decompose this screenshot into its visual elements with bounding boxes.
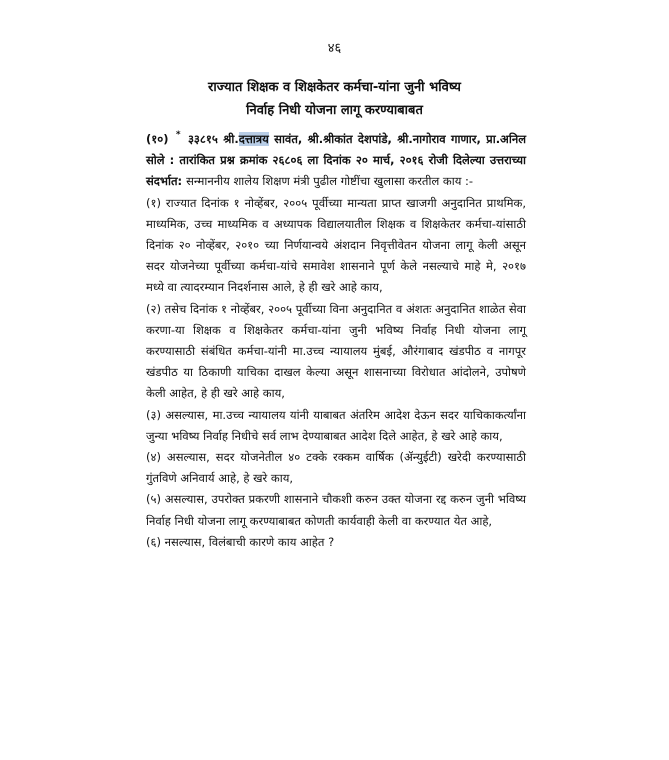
- question-number: (१०): [146, 132, 169, 146]
- question-id: ३३८१५: [187, 132, 218, 146]
- members-list: सावंत, श्री.श्रीकांत देशपांडे, श्री.नागोराव गाणार, प्रा.अनिल सोले : तारांकित प्रश्न क्रमांक २६८०६ ला दिनांक २० मार्च, २०१६ रोजी दिलेल्या उत्तराच्या संदर्भात:: [146, 132, 527, 189]
- question-item-4: (४) असल्यास, सदर योजनेतील ४० टक्के रक्कम वार्षिक (ॲन्युईटी) खरेदी करण्यासाठी गुंतविणे अनिवार्य आहे, हे खरे काय,: [146, 450, 526, 486]
- question-item-6: (६) नसल्यास, विलंबाची कारणे काय आहेत ?: [146, 534, 335, 549]
- question-lead: सन्माननीय शालेय शिक्षण मंत्री पुढील गोष्टींचा खुलासा करतील काय :-: [186, 174, 474, 189]
- question-item-1: (१) राज्यात दिनांक १ नोव्हेंबर, २००५ पूर्वीच्या मान्यता प्राप्त खाजगी अनुदानित प्राथमिक, माध्यमिक, उच्च माध्यमिक व अध्यापक विद्यालयातील शिक्षक व शिक्षकेतर कर्मचा-यांसाठी दिनांक २० नोव्हेंबर, २०१० च्या निर्णयान्वये अंशदान निवृत्तीवेतन योजना लागू केली असून सदर योजनेच्या पूर्वीच्या कर्मचा-यांचे समावेश शासनाने पूर्ण केले नसल्याचे माहे मे, २०१७ मध्ये वा त्यादरम्यान निदर्शनास आले, हे ही खरे आहे काय,: [146, 195, 526, 295]
- title-line-2: निर्वाह निधी योजना लागू करण्याबाबत: [246, 103, 423, 118]
- question-item-2: (२) तसेच दिनांक १ नोव्हेंबर, २००५ पूर्वीच्या विना अनुदानित व अंशतः अनुदानित शाळेत सेवा करणा-या शिक्षक व शिक्षकेतर कर्मचा-यांना जुनी भविष्य निर्वाह निधी योजना लागू करण्यासाठी संबंधित कर्मचा-यांनी मा.उच्च न्यायालय मुंबई, औरंगाबाद खंडपीठ व नागपूर खंडपीठ या ठिकाणी याचिका दाखल केल्या असून शासनाच्या विरोधात आंदोलने, उपोषणे केली आहेत, हे ही खरे आहे काय,: [146, 301, 526, 401]
- highlighted-member-name[interactable]: दत्तात्रय: [238, 132, 269, 146]
- star-mark: *: [175, 130, 181, 140]
- member-prefix: श्री.: [223, 132, 239, 146]
- document-title: [0, 76, 669, 122]
- question-intro: [146, 125, 526, 193]
- question-body: [146, 125, 526, 553]
- page-number: ४६: [327, 41, 342, 56]
- question-item-3: (३) असल्यास, मा.उच्च न्यायालय यांनी याबाबत अंतरिम आदेश देऊन सदर याचिकाकर्त्यांना जुन्या भविष्य निर्वाह निधीचे सर्व लाभ देण्याबाबत आदेश दिले आहेत, हे खरे आहे काय,: [146, 407, 526, 443]
- title-line-1: राज्यात शिक्षक व शिक्षकेतर कर्मचा-यांना जुनी भविष्य: [208, 80, 461, 95]
- question-item-5: (५) असल्यास, उपरोक्त प्रकरणी शासनाने चौकशी करुन उक्त योजना रद्द करुन जुनी भविष्य निर्वाह निधी योजना लागू करण्याबाबत कोणती कार्यवाही केली वा करण्यात येत आहे,: [146, 492, 526, 528]
